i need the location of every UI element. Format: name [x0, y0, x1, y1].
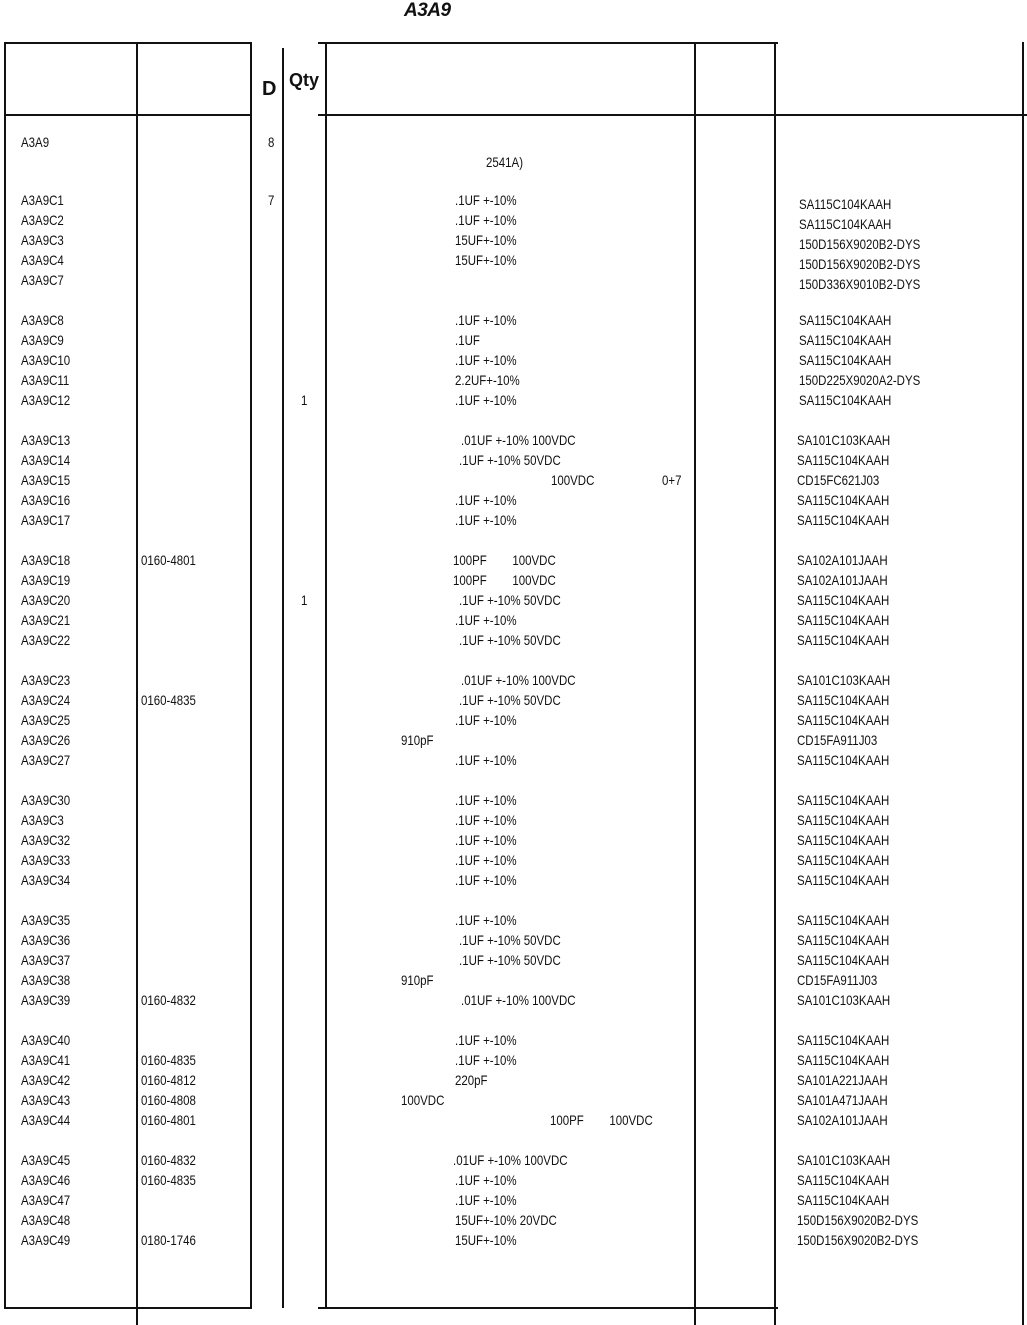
- table-top-rule-right: [318, 42, 778, 44]
- mfr-part-number: 150D225X9020A2-DYS: [799, 372, 921, 388]
- mfr-part-number: SA115C104KAAH: [799, 216, 892, 232]
- table-bottom-rule-right: [318, 1307, 778, 1309]
- description: .1UF +-10% 50VDC: [459, 452, 561, 468]
- mfr-part-number: SA115C104KAAH: [797, 592, 890, 608]
- mfr-part-number: CD15FA911J03: [797, 732, 878, 748]
- column-divider: [694, 42, 696, 1325]
- description: 15UF+-10%: [455, 1232, 517, 1248]
- mfr-part-number: SA115C104KAAH: [797, 512, 890, 528]
- description: .1UF +-10%: [455, 812, 517, 828]
- description: .1UF +-10%: [455, 1052, 517, 1068]
- mfr-part-number: SA115C104KAAH: [797, 952, 890, 968]
- description: .1UF +-10%: [455, 212, 517, 228]
- reference-designator: A3A9C3: [21, 232, 64, 248]
- mfr-part-number: SA115C104KAAH: [797, 1172, 890, 1188]
- mfr-part-number: SA115C104KAAH: [797, 752, 890, 768]
- description: .1UF +-10%: [455, 872, 517, 888]
- description: .1UF +-10%: [455, 1032, 517, 1048]
- mfr-part-number: SA115C104KAAH: [797, 632, 890, 648]
- description: .1UF +-10%: [455, 852, 517, 868]
- mfr-part-number: CD15FC621J03: [797, 472, 880, 488]
- reference-designator: A3A9C44: [21, 1112, 71, 1128]
- description: 100VDC: [401, 1092, 445, 1108]
- header-d: D: [262, 78, 277, 100]
- reference-designator: A3A9C7: [21, 272, 64, 288]
- reference-designator: A3A9C32: [21, 832, 71, 848]
- reference-designator: A3A9: [21, 134, 50, 150]
- column-divider: [774, 42, 776, 1325]
- table-top-rule-left: [4, 42, 252, 44]
- part-number: 0160-4835: [141, 1052, 196, 1068]
- mfr-part-number: SA101A471JAAH: [797, 1092, 888, 1108]
- mfr-part-number: SA101A221JAAH: [797, 1072, 888, 1088]
- column-divider: [4, 42, 6, 1309]
- reference-designator: A3A9C13: [21, 432, 71, 448]
- table-bottom-rule-left: [4, 1307, 252, 1309]
- mfr-part-number: 150D156X9020B2-DYS: [799, 236, 921, 252]
- part-number: 0160-4835: [141, 1172, 196, 1188]
- reference-designator: A3A9C34: [21, 872, 71, 888]
- mfr-part-number: SA102A101JAAH: [797, 552, 888, 568]
- part-number: 0160-4801: [141, 1112, 196, 1128]
- reference-designator: A3A9C40: [21, 1032, 71, 1048]
- mfr-part-number: 150D336X9010B2-DYS: [799, 276, 921, 292]
- description: .1UF +-10% 50VDC: [459, 952, 561, 968]
- description: 15UF+-10%: [455, 232, 517, 248]
- mfr-part-number: SA101C103KAAH: [797, 432, 891, 448]
- description: .1UF +-10%: [455, 792, 517, 808]
- description: 910pF: [401, 972, 434, 988]
- description: .1UF +-10%: [455, 192, 517, 208]
- description: .1UF +-10%: [455, 352, 517, 368]
- mfr-part-number: SA115C104KAAH: [797, 1032, 890, 1048]
- description: .01UF +-10% 100VDC: [453, 1152, 568, 1168]
- mfr-part-number: SA102A101JAAH: [797, 1112, 888, 1128]
- reference-designator: A3A9C25: [21, 712, 71, 728]
- column-divider: [136, 42, 138, 1325]
- description: 2.2UF+-10%: [455, 372, 520, 388]
- reference-designator: A3A9C47: [21, 1192, 71, 1208]
- reference-designator: A3A9C48: [21, 1212, 71, 1228]
- mfr-part-number: SA115C104KAAH: [797, 932, 890, 948]
- mfr-part-number: CD15FA911J03: [797, 972, 878, 988]
- mfr-part-number: SA115C104KAAH: [799, 332, 892, 348]
- mfr-part-number: SA115C104KAAH: [797, 852, 890, 868]
- part-number: 0160-4801: [141, 552, 196, 568]
- part-number: 0160-4835: [141, 692, 196, 708]
- reference-designator: A3A9C1: [21, 192, 64, 208]
- description: 220pF: [455, 1072, 488, 1088]
- mfr-part-number: SA115C104KAAH: [797, 912, 890, 928]
- description: 100PF 100VDC: [453, 552, 556, 568]
- header-rule-right: [318, 114, 1027, 116]
- reference-designator: A3A9C22: [21, 632, 71, 648]
- mfr-part-number: SA115C104KAAH: [799, 196, 892, 212]
- mfr-part-number: SA115C104KAAH: [797, 612, 890, 628]
- mfr-part-number: SA115C104KAAH: [799, 352, 892, 368]
- description: .1UF +-10% 50VDC: [459, 692, 561, 708]
- reference-designator: A3A9C8: [21, 312, 64, 328]
- reference-designator: A3A9C27: [21, 752, 71, 768]
- mfr-part-number: SA115C104KAAH: [797, 832, 890, 848]
- reference-designator: A3A9C45: [21, 1152, 71, 1168]
- description: .1UF +-10%: [455, 512, 517, 528]
- header-qty: Qty: [289, 70, 320, 90]
- reference-designator: A3A9C12: [21, 392, 71, 408]
- part-number: 0160-4832: [141, 992, 196, 1008]
- description: .1UF +-10%: [455, 712, 517, 728]
- mfr-part-number: 150D156X9020B2-DYS: [799, 256, 921, 272]
- description: .01UF +-10% 100VDC: [461, 992, 576, 1008]
- description: .1UF +-10%: [455, 612, 517, 628]
- reference-designator: A3A9C33: [21, 852, 71, 868]
- reference-designator: A3A9C3: [21, 812, 64, 828]
- header-rule-left: [4, 114, 252, 116]
- description: .1UF +-10%: [455, 832, 517, 848]
- reference-designator: A3A9C4: [21, 252, 64, 268]
- mfr-part-number: SA115C104KAAH: [797, 452, 890, 468]
- description: .1UF +-10%: [455, 1192, 517, 1208]
- mfr-part-number: SA115C104KAAH: [797, 712, 890, 728]
- mfr-part-number: SA115C104KAAH: [799, 392, 892, 408]
- column-divider: [1022, 42, 1024, 1325]
- column-divider: [325, 42, 327, 1309]
- reference-designator: A3A9C41: [21, 1052, 71, 1068]
- part-number: 0160-4812: [141, 1072, 196, 1088]
- mfr-part-number: SA102A101JAAH: [797, 572, 888, 588]
- page-title: A3A9: [404, 0, 451, 21]
- reference-designator: A3A9C39: [21, 992, 71, 1008]
- description: .01UF +-10% 100VDC: [461, 672, 576, 688]
- description: 100VDC: [551, 472, 595, 488]
- check-digit: 8: [268, 134, 275, 150]
- mfr-part-number: SA101C103KAAH: [797, 1152, 891, 1168]
- description: 15UF+-10%: [455, 252, 517, 268]
- reference-designator: A3A9C9: [21, 332, 64, 348]
- mfr-part-number: SA115C104KAAH: [799, 312, 892, 328]
- description: 100PF 100VDC: [550, 1112, 653, 1128]
- reference-designator: A3A9C14: [21, 452, 71, 468]
- mfr-part-number: SA115C104KAAH: [797, 812, 890, 828]
- reference-designator: A3A9C38: [21, 972, 71, 988]
- column-divider: [282, 48, 284, 1308]
- reference-designator: A3A9C43: [21, 1092, 71, 1108]
- mfr-part-number: SA115C104KAAH: [797, 1192, 890, 1208]
- reference-designator: A3A9C15: [21, 472, 71, 488]
- description: .1UF +-10%: [455, 752, 517, 768]
- mfr-part-number: SA115C104KAAH: [797, 492, 890, 508]
- part-number: 0180-1746: [141, 1232, 196, 1248]
- reference-designator: A3A9C42: [21, 1072, 71, 1088]
- reference-designator: A3A9C21: [21, 612, 71, 628]
- reference-designator: A3A9C35: [21, 912, 71, 928]
- reference-designator: A3A9C10: [21, 352, 71, 368]
- description: .1UF +-10% 50VDC: [459, 592, 561, 608]
- description: .1UF +-10%: [455, 392, 517, 408]
- reference-designator: A3A9C20: [21, 592, 71, 608]
- description: .1UF +-10%: [455, 492, 517, 508]
- reference-designator: A3A9C17: [21, 512, 71, 528]
- mfr-part-number: SA115C104KAAH: [797, 792, 890, 808]
- reference-designator: A3A9C24: [21, 692, 71, 708]
- reference-designator: A3A9C36: [21, 932, 71, 948]
- reference-designator: A3A9C19: [21, 572, 71, 588]
- reference-designator: A3A9C16: [21, 492, 71, 508]
- description-extra: 0+7: [662, 472, 682, 488]
- reference-designator: A3A9C49: [21, 1232, 71, 1248]
- reference-designator: A3A9C30: [21, 792, 71, 808]
- reference-designator: A3A9C37: [21, 952, 71, 968]
- description: .1UF +-10% 50VDC: [459, 632, 561, 648]
- description: .1UF +-10%: [455, 1172, 517, 1188]
- reference-designator: A3A9C23: [21, 672, 71, 688]
- description: 2541A): [486, 154, 524, 170]
- description: .1UF +-10%: [455, 312, 517, 328]
- reference-designator: A3A9C26: [21, 732, 71, 748]
- check-digit: 7: [268, 192, 275, 208]
- mfr-part-number: 150D156X9020B2-DYS: [797, 1232, 919, 1248]
- column-divider: [250, 42, 252, 1309]
- part-number: 0160-4808: [141, 1092, 196, 1108]
- description: .1UF +-10%: [455, 912, 517, 928]
- mfr-part-number: SA101C103KAAH: [797, 672, 891, 688]
- quantity: 1: [301, 392, 308, 408]
- description: 100PF 100VDC: [453, 572, 556, 588]
- reference-designator: A3A9C18: [21, 552, 71, 568]
- reference-designator: A3A9C46: [21, 1172, 71, 1188]
- part-number: 0160-4832: [141, 1152, 196, 1168]
- mfr-part-number: SA101C103KAAH: [797, 992, 891, 1008]
- reference-designator: A3A9C11: [21, 372, 70, 388]
- quantity: 1: [301, 592, 308, 608]
- description: .1UF +-10% 50VDC: [459, 932, 561, 948]
- mfr-part-number: 150D156X9020B2-DYS: [797, 1212, 919, 1228]
- mfr-part-number: SA115C104KAAH: [797, 1052, 890, 1068]
- mfr-part-number: SA115C104KAAH: [797, 692, 890, 708]
- description: 15UF+-10% 20VDC: [455, 1212, 557, 1228]
- description: .01UF +-10% 100VDC: [461, 432, 576, 448]
- description: .1UF: [455, 332, 480, 348]
- description: 910pF: [401, 732, 434, 748]
- mfr-part-number: SA115C104KAAH: [797, 872, 890, 888]
- reference-designator: A3A9C2: [21, 212, 64, 228]
